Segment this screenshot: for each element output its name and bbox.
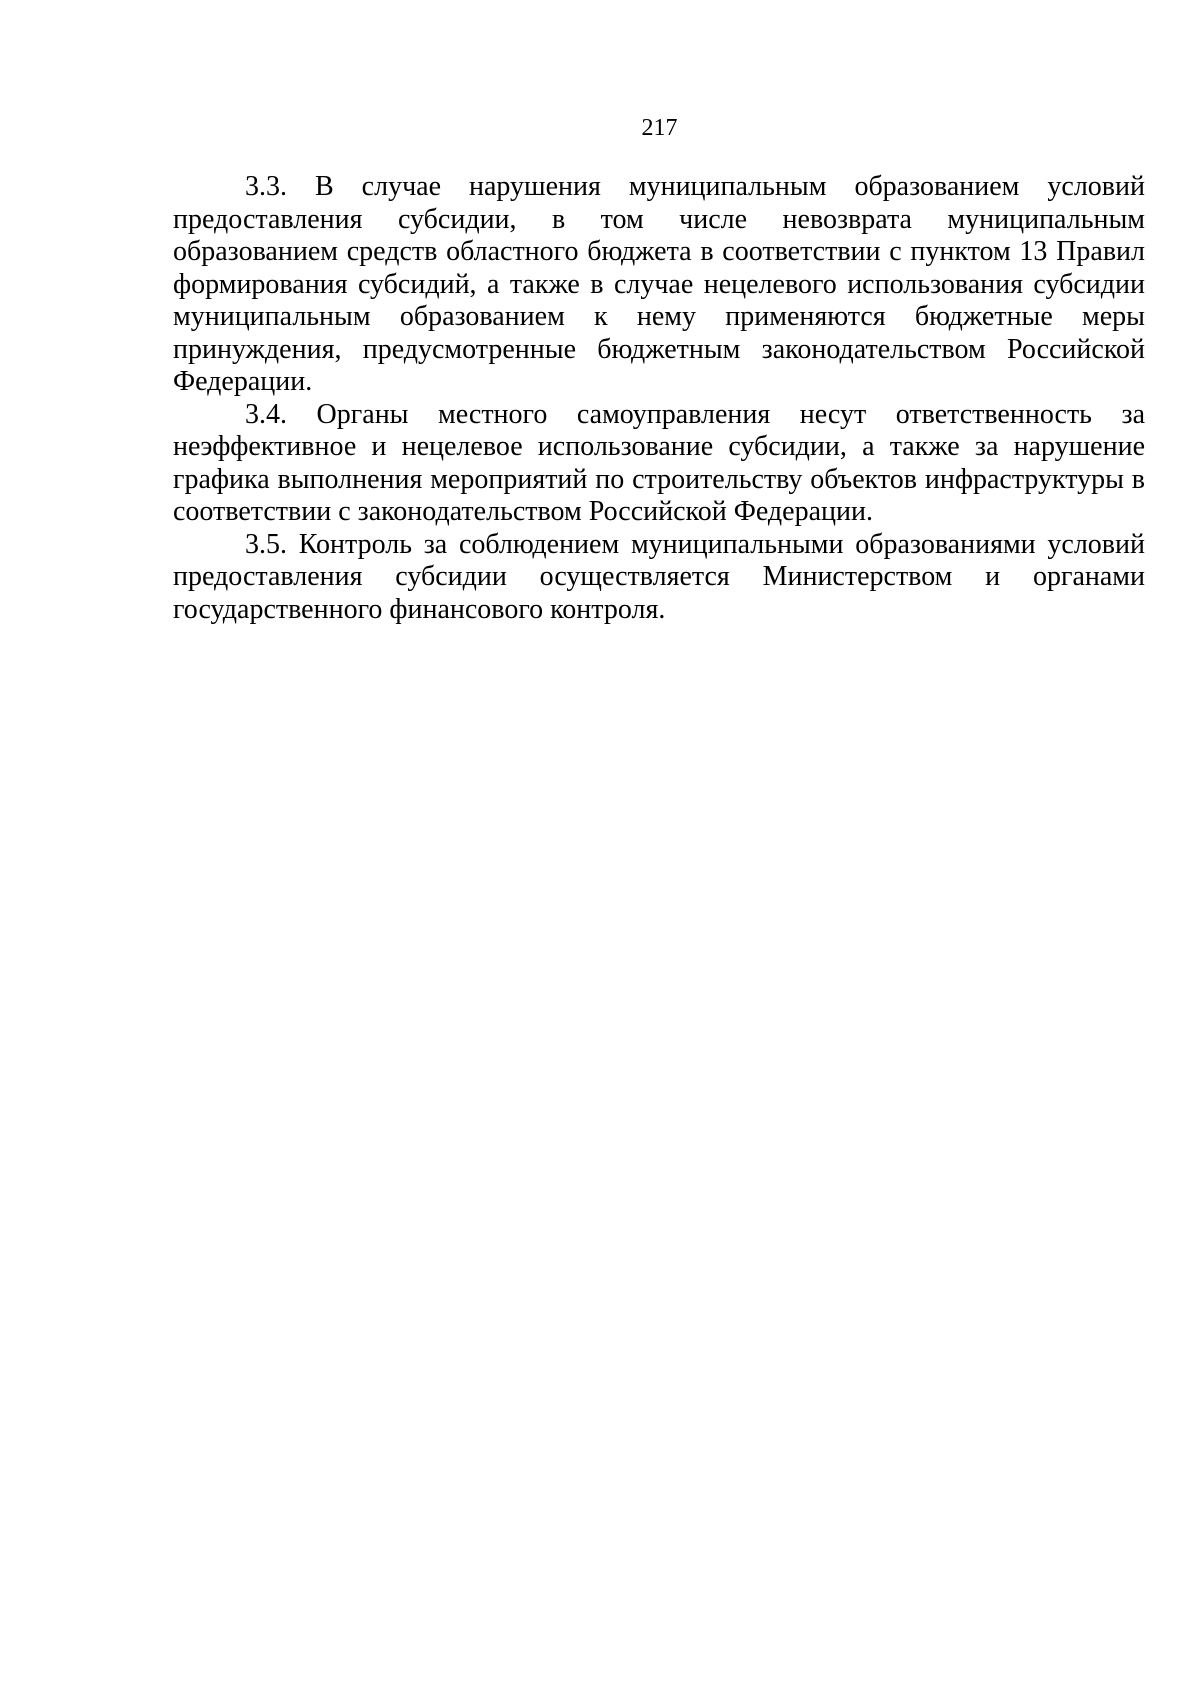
paragraph-3-5: 3.5. Контроль за соблюдением муниципальными образованиями условий предоставления субсидии осуществляется Министерством и органами государственного финансового контроля. <box>173 528 1145 625</box>
paragraph-3-3: 3.3. В случае нарушения муниципальным образованием условий предоставления субсидии, в том числе невозврата муниципальным образованием средств областного бюджета в соответствии с пунктом 13 Правил формирования субсидий, а также в случае нецелевого использования субсидии муниципальным образованием к нему применяются бюджетные меры принуждения, предусмотренные бюджетным законодательством Российской Федерации. <box>173 171 1145 397</box>
page-number: 217 <box>641 115 678 141</box>
paragraph-3-4: 3.4. Органы местного самоуправления несут ответственность за неэффективное и нецелевое использование субсидии, а также за нарушение графика выполнения мероприятий по строительству объектов инфраструктуры в соответствии с законодательством Российской Федерации. <box>173 398 1145 527</box>
document-body <box>173 171 1145 626</box>
